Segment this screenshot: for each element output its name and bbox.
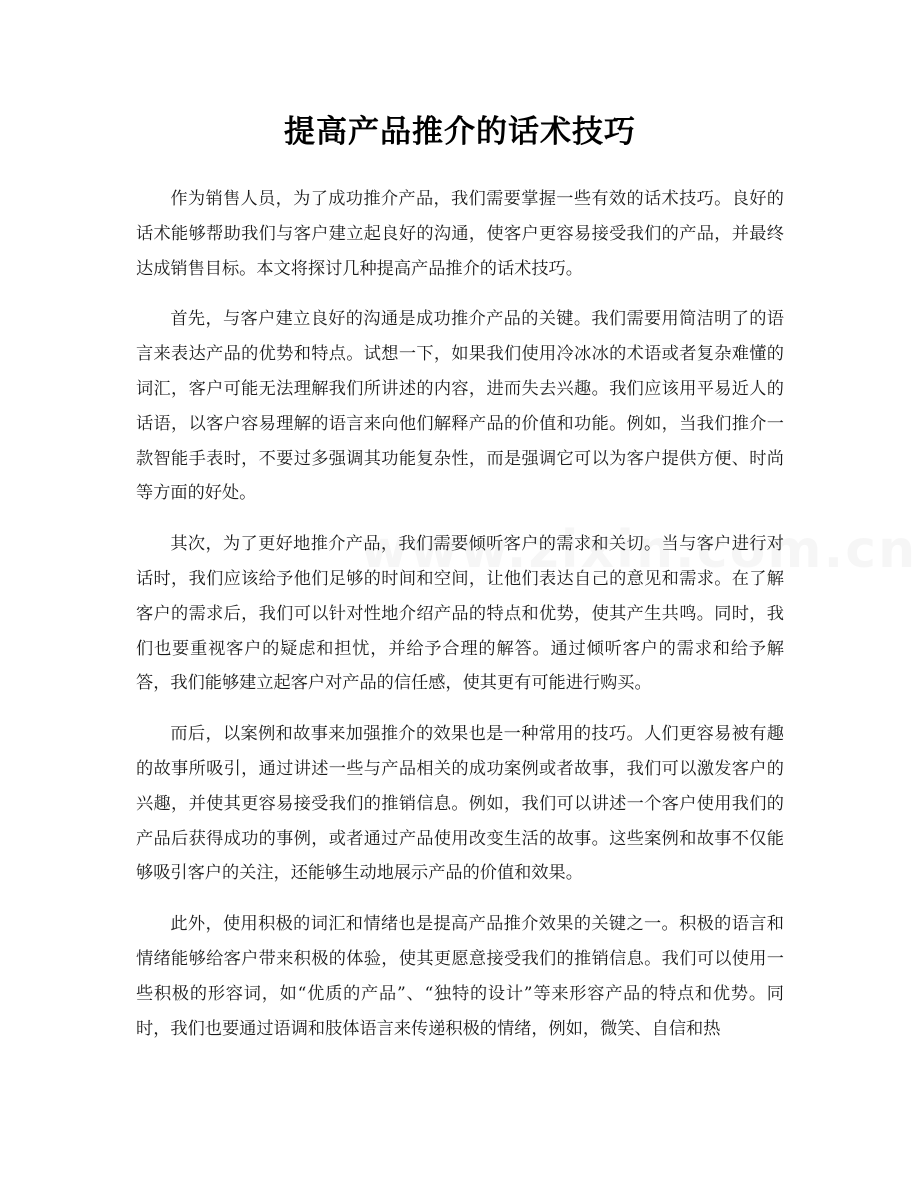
paragraph-intro: 作为销售人员，为了成功推介产品，我们需要掌握一些有效的话术技巧。良好的话术能够帮助我们与客户建立起良好的沟通，使客户更容易接受我们的产品，并最终达成销售目标。本文将探讨几种提高产品推介的话术技巧。 (136, 189, 784, 279)
paragraph-listening: 其次，为了更好地推介产品，我们需要倾听客户的需求和关切。当与客户进行对话时，我们应该给予他们足够的时间和空间，让他们表达自己的意见和需求。在了解客户的需求后，我们可以针对性地介绍产品的特点和优势，使其产生共鸣。同时，我们也要重视客户的疑虑和担忧，并给予合理的解答。通过倾听客户的需求和给予解答，我们能够建立起客户对产品的信任感，使其更有可能进行购买。 (136, 534, 784, 694)
paragraph-communication: 首先，与客户建立良好的沟通是成功推介产品的关键。我们需要用简洁明了的语言来表达产品的优势和特点。试想一下，如果我们使用冷冰冰的术语或者复杂难懂的词汇，客户可能无法理解我们所讲述的内容，进而失去兴趣。我们应该用平易近人的话语，以客户容易理解的语言来向他们解释产品的价值和功能。例如，当我们推介一款智能手表时，不要过多强调其功能复杂性，而是强调它可以为客户提供方便、时尚等方面的好处。 (136, 309, 784, 504)
paragraph-stories: 而后，以案例和故事来加强推介的效果也是一种常用的技巧。人们更容易被有趣的故事所吸引，通过讲述一些与产品相关的成功案例或者故事，我们可以激发客户的兴趣，并使其更容易接受我们的推销信息。例如，我们可以讲述一个客户使用我们的产品后获得成功的事例，或者通过产品使用改变生活的故事。这些案例和故事不仅能够吸引客户的关注，还能够生动地展示产品的价值和效果。 (136, 724, 784, 884)
document-body (136, 182, 784, 1062)
document-title: 提高产品推介的话术技巧 (284, 114, 636, 150)
paragraph-positive-language: 此外，使用积极的词汇和情绪也是提高产品推介效果的关键之一。积极的语言和情绪能够给客户带来积极的体验，使其更愿意接受我们的推销信息。我们可以使用一些积极的形容词，如“优质的产品”、“独特的设计”等来形容产品的特点和优势。同时，我们也要通过语调和肢体语言来传递积极的情绪，例如，微笑、自信和热 (136, 914, 784, 1039)
